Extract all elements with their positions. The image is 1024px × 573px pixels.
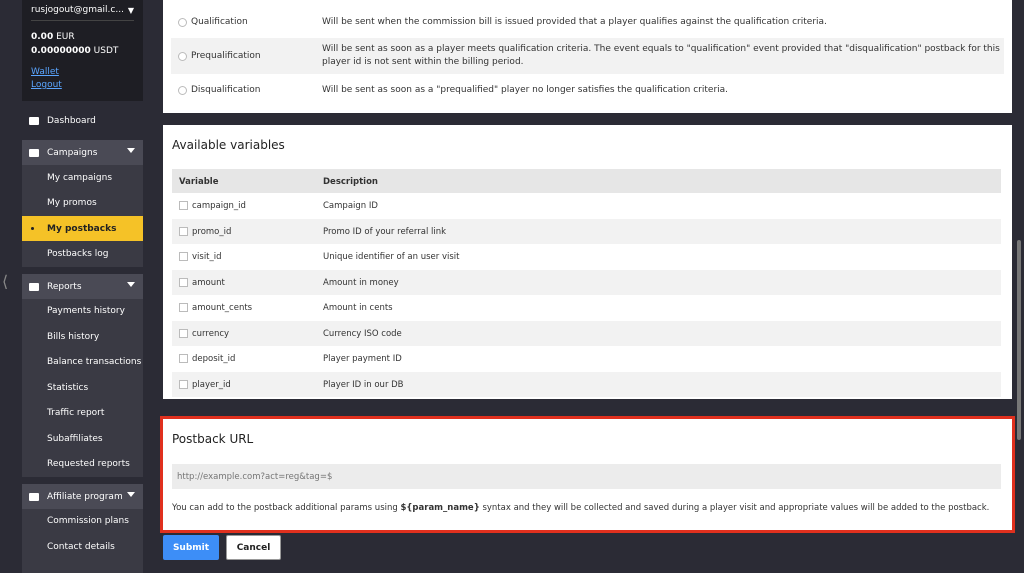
affiliate-icon <box>29 493 39 501</box>
variable-description: Amount in cents <box>323 303 393 313</box>
sidebar-item-label: Traffic report <box>47 407 105 418</box>
variable-description: Amount in money <box>323 277 399 288</box>
table-row <box>172 346 1001 372</box>
balance-usdt: 0.00000000 <box>31 46 91 56</box>
sidebar-item-commission-plans[interactable] <box>22 508 143 533</box>
variable-checkbox[interactable] <box>179 354 188 363</box>
event-name: Qualification <box>191 17 248 27</box>
table-row <box>172 295 1001 321</box>
table-row <box>172 244 1001 270</box>
account-email-dropdown[interactable] <box>31 5 134 21</box>
postback-events-card <box>163 0 1012 113</box>
account-email: rusjogout@gmail.c... <box>31 5 124 15</box>
table-header <box>172 169 1001 193</box>
variable-checkbox[interactable] <box>179 278 188 287</box>
sidebar-item-my-campaigns[interactable] <box>22 165 143 190</box>
event-row-prequalification <box>171 38 1004 74</box>
event-radio[interactable] <box>178 52 187 61</box>
sidebar-item-my-postbacks[interactable] <box>22 216 143 241</box>
sidebar-group-label: Campaigns <box>47 147 98 158</box>
variable-name: promo_id <box>192 226 232 237</box>
dashboard-icon <box>29 117 39 125</box>
wallet-link[interactable]: Wallet <box>31 67 59 77</box>
variable-checkbox[interactable] <box>179 252 188 261</box>
sidebar-item-label: Payments history <box>47 305 125 316</box>
variable-name: campaign_id <box>192 201 246 211</box>
variable-checkbox[interactable] <box>179 303 188 312</box>
variables-table <box>172 169 1001 397</box>
event-row-qualification <box>171 10 1004 34</box>
event-radio[interactable] <box>178 18 187 27</box>
table-row <box>172 193 1001 219</box>
variable-name: currency <box>192 328 230 339</box>
variable-name: player_id <box>192 379 231 390</box>
sidebar-item-label: My promos <box>47 197 97 208</box>
column-header-description: Description <box>323 177 378 187</box>
variable-name: amount <box>192 277 225 288</box>
postback-url-input[interactable] <box>172 464 1001 489</box>
event-radio[interactable] <box>178 86 187 95</box>
chevron-down-icon <box>127 492 135 497</box>
sidebar-item-label: My postbacks <box>47 223 117 234</box>
postback-url-card <box>160 416 1015 533</box>
sidebar-item-label: Bills history <box>47 331 100 342</box>
sidebar-item-traffic-report[interactable] <box>22 400 143 425</box>
sidebar-item-payments-history[interactable] <box>22 298 143 323</box>
collapse-sidebar-icon[interactable]: ⟨ <box>2 272 9 291</box>
event-description: Will be sent as soon as a player meets qualification criteria. The event equals to "qualification" event provided that "disqualification" postback for this player id is not sent within the billing period. <box>322 44 1000 67</box>
event-row-disqualification <box>171 78 1004 102</box>
variable-name: deposit_id <box>192 354 236 364</box>
sidebar-item-label: My campaigns <box>47 172 113 183</box>
sidebar-group-reports[interactable] <box>22 274 143 299</box>
section-title: Available variables <box>172 138 285 152</box>
event-name: Disqualification <box>191 85 261 95</box>
sidebar-item-contact-details[interactable] <box>22 534 143 559</box>
param-syntax: ${param_name} <box>400 503 480 513</box>
variable-description: Player payment ID <box>323 354 402 364</box>
sidebar-item-requested-reports[interactable] <box>22 451 143 476</box>
table-row <box>172 372 1001 398</box>
sidebar-group-campaigns[interactable] <box>22 140 143 165</box>
sidebar-item-label: Balance transactions <box>47 356 142 367</box>
sidebar-item-balance-transactions[interactable] <box>22 349 143 374</box>
variable-checkbox[interactable] <box>179 227 188 236</box>
reports-icon <box>29 283 39 291</box>
sidebar-item-statistics[interactable] <box>22 375 143 400</box>
postback-help-text <box>172 503 989 513</box>
sidebar-item-label: Commission plans <box>47 515 129 526</box>
sidebar <box>0 0 160 573</box>
column-header-variable: Variable <box>179 177 219 187</box>
variable-description: Player ID in our DB <box>323 379 404 390</box>
currency-usdt: USDT <box>93 46 119 56</box>
account-panel <box>22 0 143 101</box>
event-name: Prequalification <box>191 51 261 61</box>
event-description: Will be sent as soon as a "prequalified" player no longer satisfies the qualification criteria. <box>322 84 729 95</box>
submit-button[interactable]: Submit <box>163 535 219 560</box>
variable-description: Campaign ID <box>323 201 378 211</box>
balance-eur: 0.00 <box>31 32 54 42</box>
variable-checkbox[interactable] <box>179 329 188 338</box>
table-row <box>172 270 1001 296</box>
table-row <box>172 219 1001 245</box>
active-dot-icon <box>31 227 34 230</box>
sidebar-item-subaffiliates[interactable] <box>22 426 143 451</box>
sidebar-group-label: Affiliate program <box>47 491 123 502</box>
sidebar-group-affiliate-program[interactable] <box>22 484 143 509</box>
sidebar-item-label: Dashboard <box>47 115 96 126</box>
section-title: Postback URL <box>172 432 254 446</box>
sidebar-item-label: Statistics <box>47 382 89 393</box>
variable-checkbox[interactable] <box>179 201 188 210</box>
sidebar-item-bills-history[interactable] <box>22 324 143 349</box>
variable-description: Promo ID of your referral link <box>323 226 447 237</box>
table-row <box>172 321 1001 347</box>
logout-link[interactable]: Logout <box>31 80 62 90</box>
sidebar-item-postbacks-log[interactable] <box>22 241 143 266</box>
sidebar-item-label: Requested reports <box>47 458 130 469</box>
chevron-down-icon <box>127 148 135 153</box>
home-icon <box>29 149 39 157</box>
variable-description: Currency ISO code <box>323 328 402 339</box>
variable-description: Unique identifier of an user visit <box>323 252 460 262</box>
sidebar-item-label: Subaffiliates <box>47 433 103 444</box>
caret-down-icon: ▼ <box>127 5 134 15</box>
variable-name: amount_cents <box>192 303 253 313</box>
cancel-button[interactable]: Cancel <box>226 535 281 560</box>
currency-eur: EUR <box>56 32 75 42</box>
help-text-part: You can add to the postback additional params using <box>172 503 401 513</box>
variable-name: visit_id <box>192 252 222 262</box>
event-description: Will be sent when the commission bill is issued provided that a player qualifies against the qualification criteria. <box>322 16 827 27</box>
available-variables-card <box>163 125 1012 399</box>
sidebar-item-dashboard[interactable] <box>22 108 143 133</box>
sidebar-item-label: Postbacks log <box>47 248 109 259</box>
sidebar-item-label: Contact details <box>47 541 115 552</box>
help-text-part: syntax and they will be collected and saved during a player visit and appropriate values will be added to the postback. <box>479 503 990 513</box>
account-balances <box>31 30 134 58</box>
sidebar-item-my-promos[interactable] <box>22 190 143 215</box>
chevron-down-icon <box>127 282 135 287</box>
page-scrollbar[interactable] <box>1017 240 1021 440</box>
sidebar-group-label: Reports <box>47 281 82 292</box>
variable-checkbox[interactable] <box>179 380 188 389</box>
